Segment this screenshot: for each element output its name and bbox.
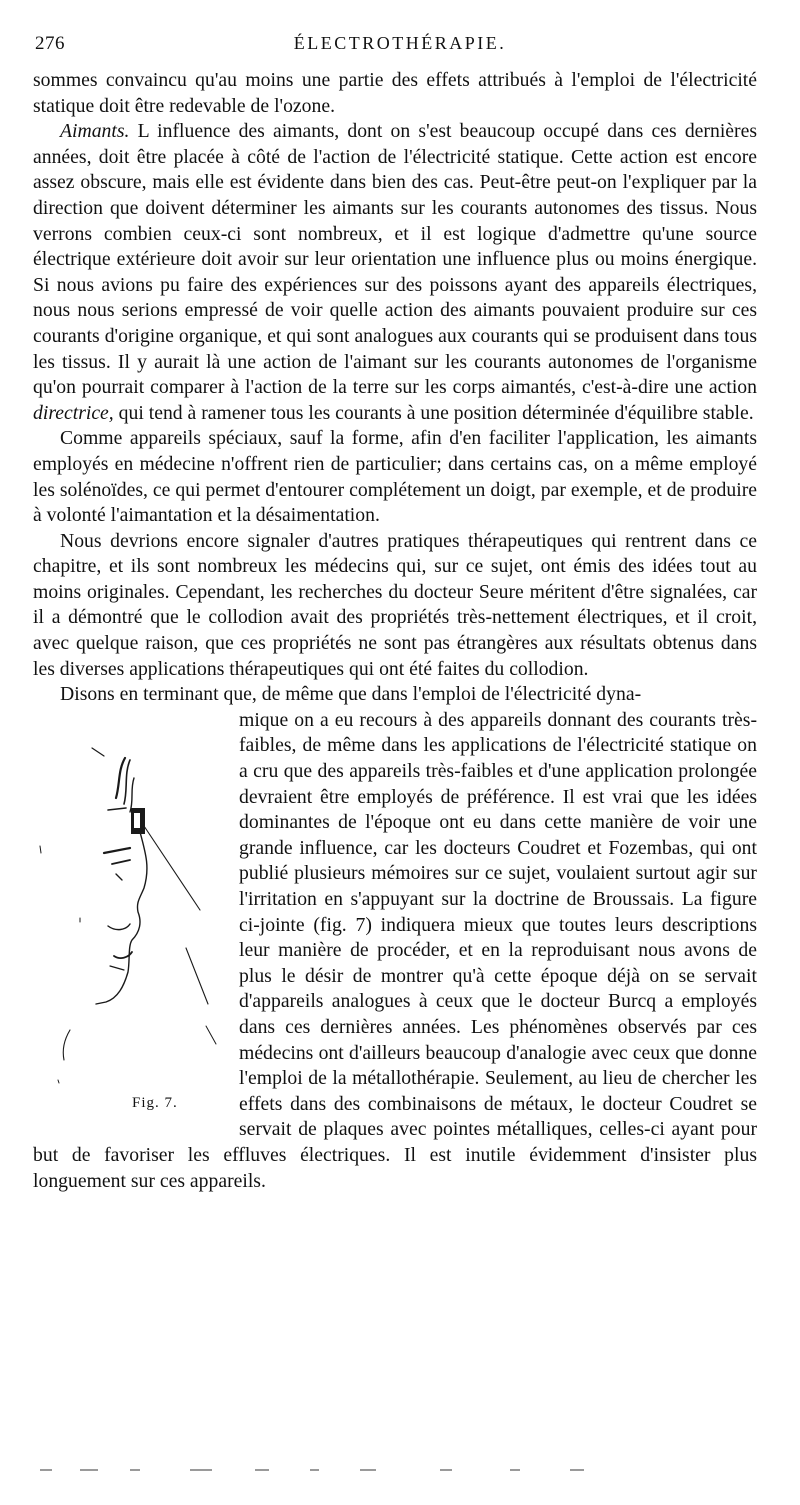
figure-caption: Fig. 7.: [132, 1094, 178, 1111]
profile-head-with-electrode-illustration: [0, 708, 235, 1136]
paragraph-appareils-speciaux: Comme appareils spéciaux, sauf la forme, afin d'en faciliter l'application, les aimants employés en médecine n'offrent rien de particulier; dans certains cas, on a même employé les solénoïdes, ce qui permet d'entourer complétement un doigt, par exemple, et de produire à volonté l'aimantation et la désaimentation.: [33, 427, 757, 527]
page-number: 276: [35, 33, 65, 54]
paragraph-ozone-continuation: sommes convaincu qu'au moins une partie des effets attribués à l'emploi de l'électricité statique doit être redevable de l'ozone.: [33, 69, 757, 117]
paragraph-collodion: Nous devrions encore signaler d'autres pratiques thérapeutiques qui rentrent dans ce chapitre, et ils sont nombreux les médecins qui, sur ce sujet, ont émis des idées tout au moins originales. Cependant, les recherches du docteur Seure méritent d'être signalées, car il a démontré que le collodion avait des propriétés très-nettement électriques, et il croit, avec quelque raison, que ces propriétés ne sont pas étrangères aux résultats obtenus dans les diverses applications thérapeutiques qui ont été faites du collodion.: [33, 529, 757, 680]
running-head: ÉLECTROTHÉRAPIE.: [293, 33, 507, 53]
bleed-through-marks: [40, 1467, 600, 1473]
paragraph-conclusion-text: mique on a eu recours à des appareils donnant des courants très-faibles, de même dans les applications de l'électricité statique on a cru que des appareils très-faibles et d'une application prolongée devraient être employés de préférence. Il est vrai que les idées dominantes de l'époque ont eu dans cette manière de voir une grande influence, car les docteurs Coudret et Fozembas, qui ont publié plusieurs mémoires sur ce sujet, voulaient surtout agir sur l'irritation en s'appuyant sur la doctrine de Broussais. La figure ci-jointe (fig. 7) indiquera mieux que toutes leurs descriptions leur manière de procéder, et en la reproduisant nous avons de plus le désir de montrer qu'à cette époque déjà on se servait d'appareils analogues à ceux que le docteur Burcq a employés dans ces dernières années. Les phénomènes observés par ces médecins ont d'ailleurs beaucoup d'analogie avec ceux que donne l'emploi de la métallothérapie. Seulement, au lieu de chercher les effets dans des combinaisons de métaux, le docteur Coudret se servait de plaques avec pointes métalliques, celles-ci ayant pour but de favoriser les effluves électriques. Il est inutile évidemment d'insister plus longuement sur ces appareils.: [33, 708, 757, 1192]
emphasis-directrice: directrice,: [33, 401, 114, 424]
paragraph-aimants: [33, 119, 757, 426]
page-header: [35, 33, 765, 61]
paragraph-conclusion-first-line: Disons en terminant que, de même que dans l'emploi de l'électricité dyna-: [60, 683, 642, 706]
paragraph-aimants-text-a: L influence des aimants, dont on s'est beaucoup occupé dans ces dernières années, doit être placée à côté de l'action de l'électricité statique. Cette action est encore assez obscure, mais elle est évidente dans bien des cas. Peut-être peut-on l'expliquer par la direction que doivent déterminer les aimants sur les courants autonomes des tissus. Nous verrons combien ceux-ci sont nombreux, et il est logique d'admettre qu'une source électrique extérieure doit avoir sur leur orientation une influence plus ou moins énergique. Si nous avions pu faire des expériences sur des poissons ayant des appareils électriques, nous nous serions empressé de voir quelle action des aimants pouvaient produire sur ces courants d'origine organique, et qui sont analogues aux courants qui se produisent dans tous les tissus. Il y aurait là une action de l'aimant sur les courants autonomes de l'organisme qu'on pourrait comparer à l'action de la terre sur les corps aimantés, c'est-à-dire une action: [33, 120, 757, 399]
paragraph-aimants-text-b: qui tend à ramener tous les courants à une position déterminée d'équilibre stable.: [113, 401, 754, 424]
figure-7: [0, 708, 235, 1136]
section-lead-aimants: Aimants.: [60, 120, 130, 143]
body-text: [33, 68, 757, 1194]
